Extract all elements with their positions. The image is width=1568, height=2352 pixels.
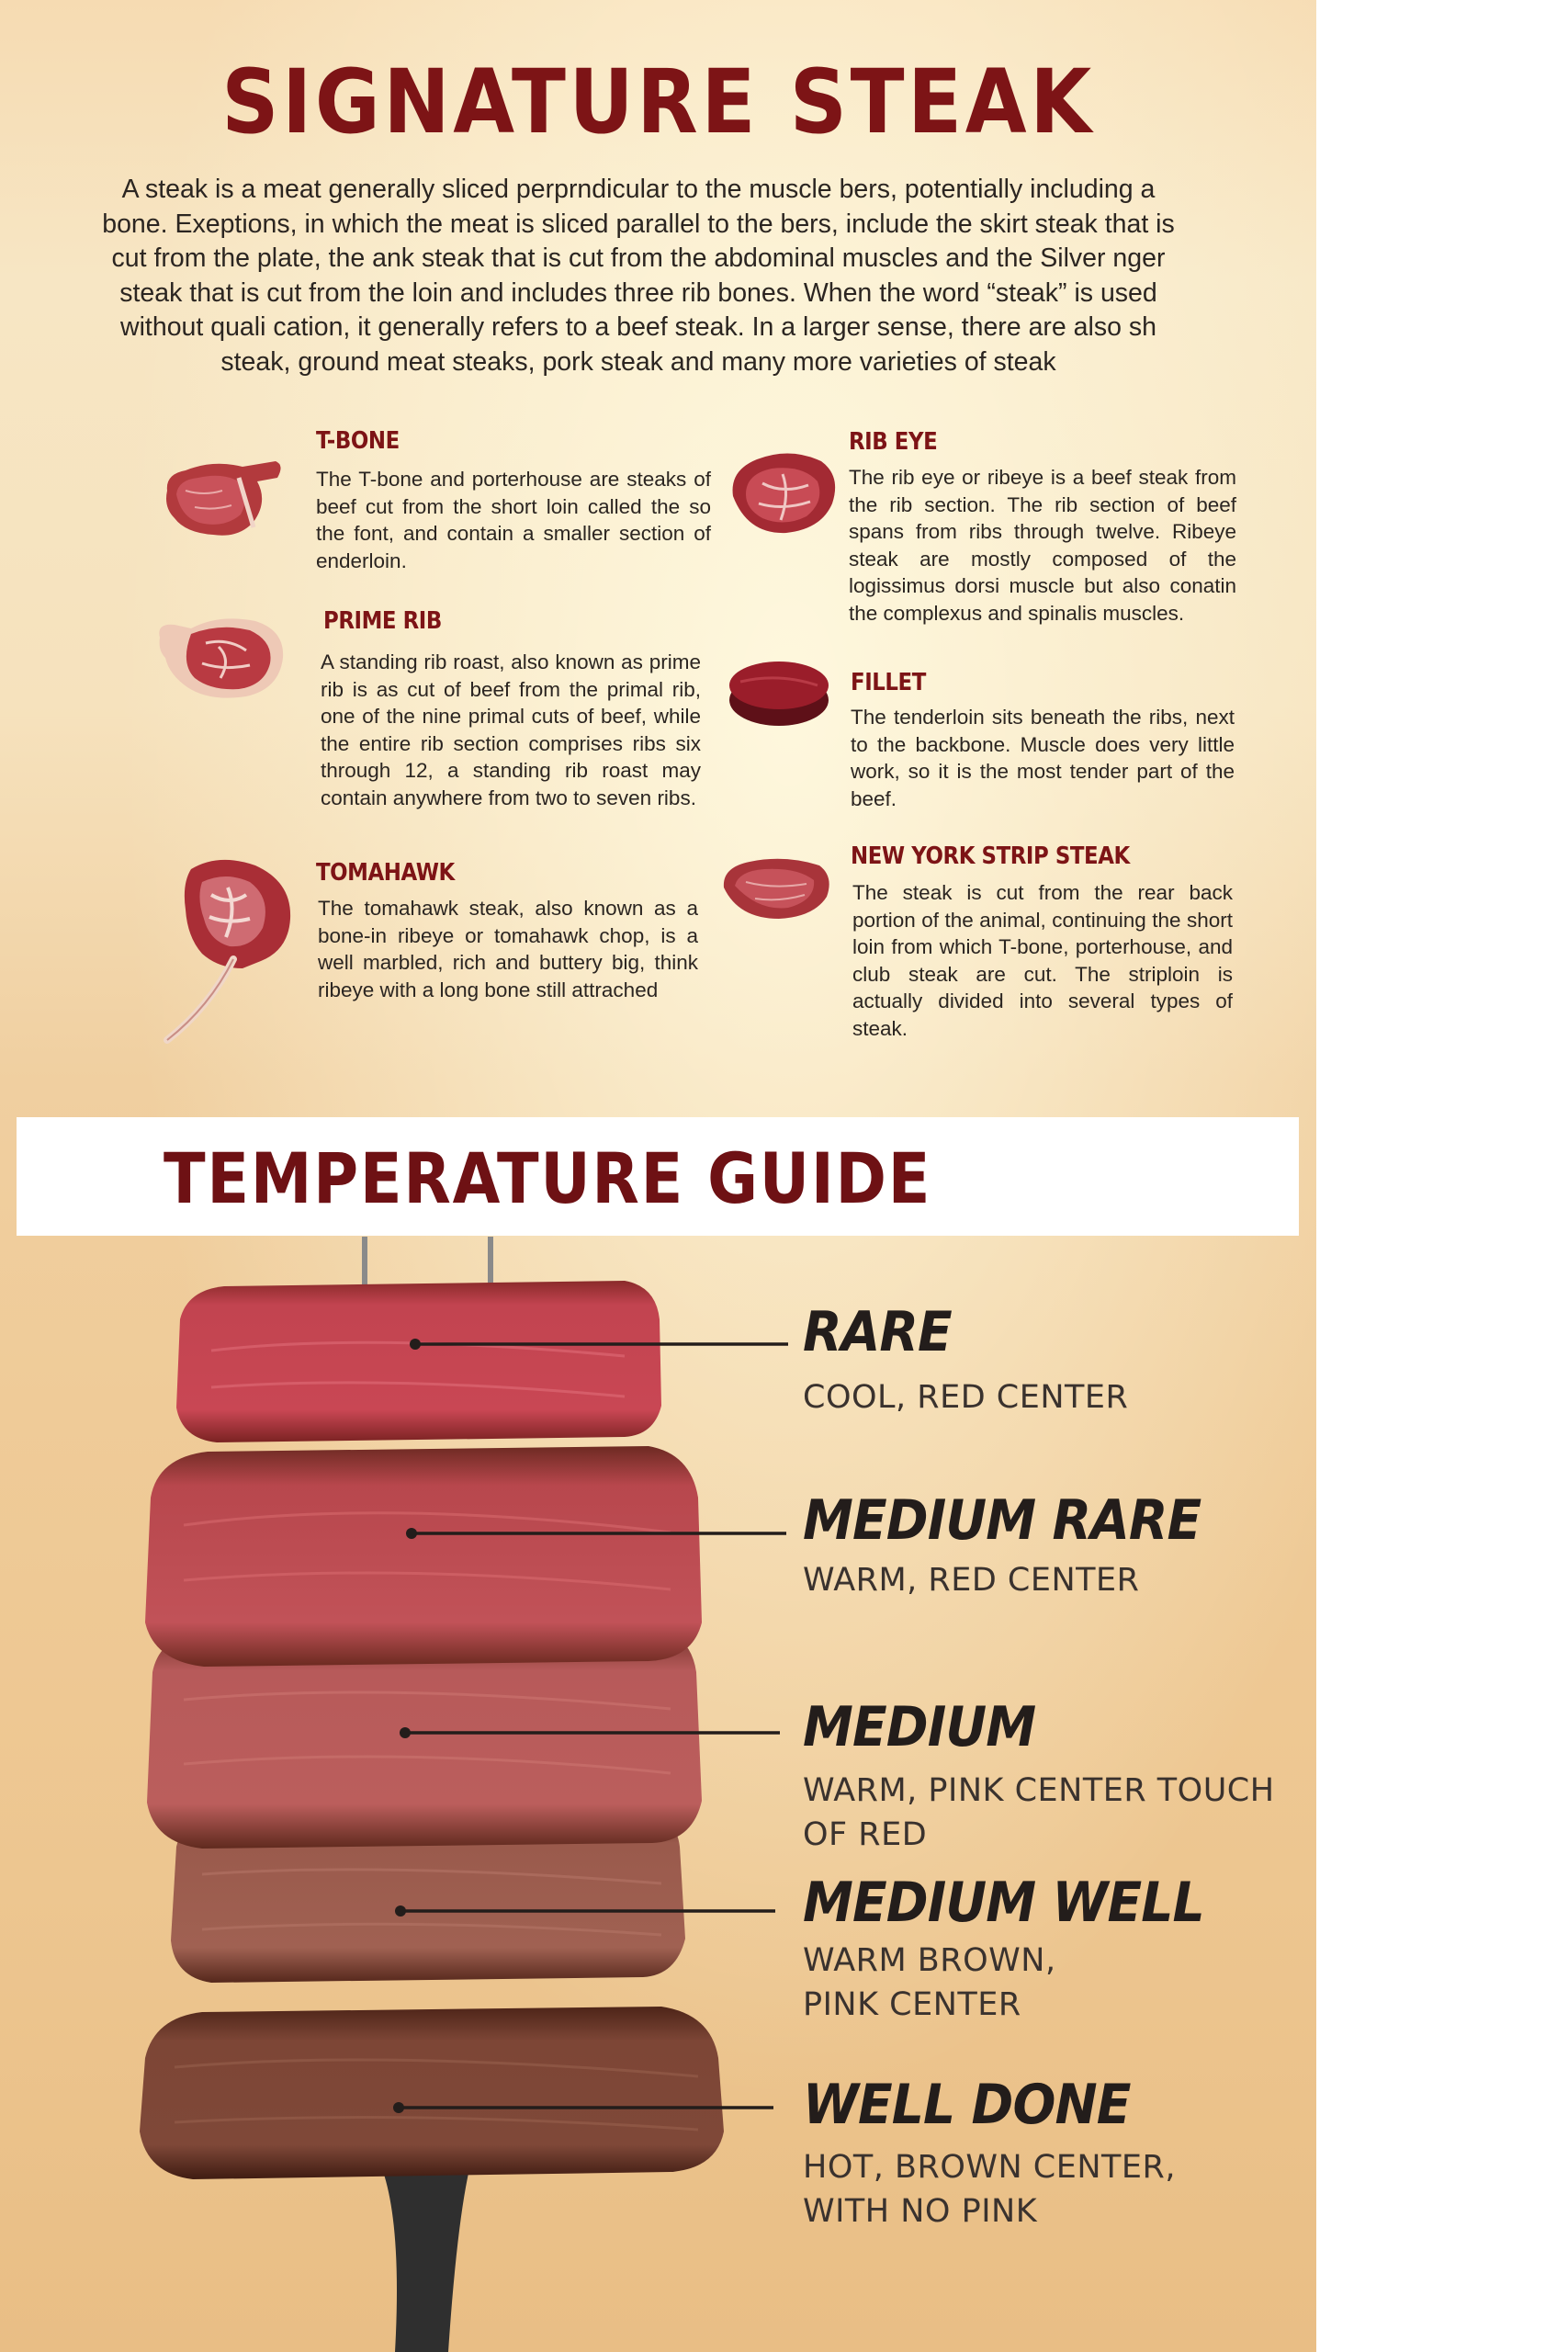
tomahawk-steak-icon (154, 851, 301, 1053)
page-title: SIGNATURE STEAK (221, 51, 1095, 153)
cut-name-t-bone: T-BONE (316, 427, 400, 455)
doneness-rare-desc: COOL, RED CENTER (803, 1379, 1129, 1416)
doneness-medium-desc: WARM, PINK CENTER TOUCH OF RED (803, 1772, 1275, 1853)
cut-name-rib-eye: RIB EYE (849, 428, 938, 456)
cut-name-fillet: FILLET (851, 669, 926, 696)
doneness-well-done: WELL DONE (803, 2073, 1131, 2137)
temperature-guide-title: TEMPERATURE GUIDE (164, 1137, 932, 1219)
rib-eye-steak-icon (726, 448, 841, 537)
doneness-rare: RARE (803, 1300, 952, 1364)
cut-name-prime-rib: PRIME RIB (323, 607, 442, 635)
doneness-medium-rare-desc: WARM, RED CENTER (803, 1562, 1140, 1599)
fillet-steak-icon (726, 654, 832, 729)
cut-desc-new-york-strip: The steak is cut from the rear back portion of the animal, continuing the short loin from which T-bone, porterhouse, and club steak are cut. The striploin is actually divided into several types of steak. (852, 881, 1233, 1040)
cut-desc-t-bone: The T-bone and porterhouse are steaks of beef cut from the short loin called the so the font, and contain a smaller section of enderloin. (316, 468, 711, 572)
new-york-strip-steak-icon (718, 851, 836, 922)
doneness-medium-well: MEDIUM WELL (803, 1871, 1204, 1935)
doneness-well-done-desc: HOT, BROWN CENTER, WITH NO PINK (803, 2149, 1176, 2230)
intro-paragraph: A steak is a meat generally sliced perprndicular to the muscle bers, potentially including a bone. Exeptions, in which the meat is sliced parallel to the bers, include the skirt steak that is cut from the plate, the ank steak that is cut from the abdominal muscles and the Silver nger steak that is cut from the loin and includes three rib bones. When the word “steak” is used without quali cation, it generally refers to a beef steak. In a larger sense, there are also sh steak, ground meat steaks, pork steak and many more varieties of steak (102, 175, 1175, 377)
prime-rib-steak-icon (154, 610, 288, 702)
cut-name-tomahawk: TOMAHAWK (316, 859, 455, 887)
doneness-medium-rare: MEDIUM RARE (803, 1488, 1201, 1553)
doneness-medium-well-desc: WARM BROWN, PINK CENTER (803, 1942, 1056, 2023)
cut-desc-fillet: The tenderloin sits beneath the ribs, next to the backbone. Muscle does very little work, so it is the most tender part of the beef. (851, 706, 1235, 810)
cut-desc-tomahawk: The tomahawk steak, also known as a bone-in ribeye or tomahawk chop, is a well marbled, rich and buttery big, think ribeye with a long bone still attrached (318, 897, 698, 1001)
cut-desc-prime-rib: A standing rib roast, also known as prime rib is as cut of beef from the primal rib, one of the nine primal cuts of beef, while the entire rib section comprises ribs six through 12, a standing rib roast may contain anywhere from two to seven ribs. (321, 650, 701, 809)
cut-name-new-york-strip: NEW YORK STRIP STEAK (851, 842, 1130, 870)
doneness-medium: MEDIUM (803, 1695, 1036, 1759)
t-bone-steak-icon (158, 454, 287, 542)
cut-desc-rib-eye: The rib eye or ribeye is a beef steak from the rib section. The rib section of beef spans from ribs through twelve. Ribeye steak are mostly composed of the logissimus dorsi muscle but also conatin the complexus and spinalis muscles. (849, 466, 1236, 625)
